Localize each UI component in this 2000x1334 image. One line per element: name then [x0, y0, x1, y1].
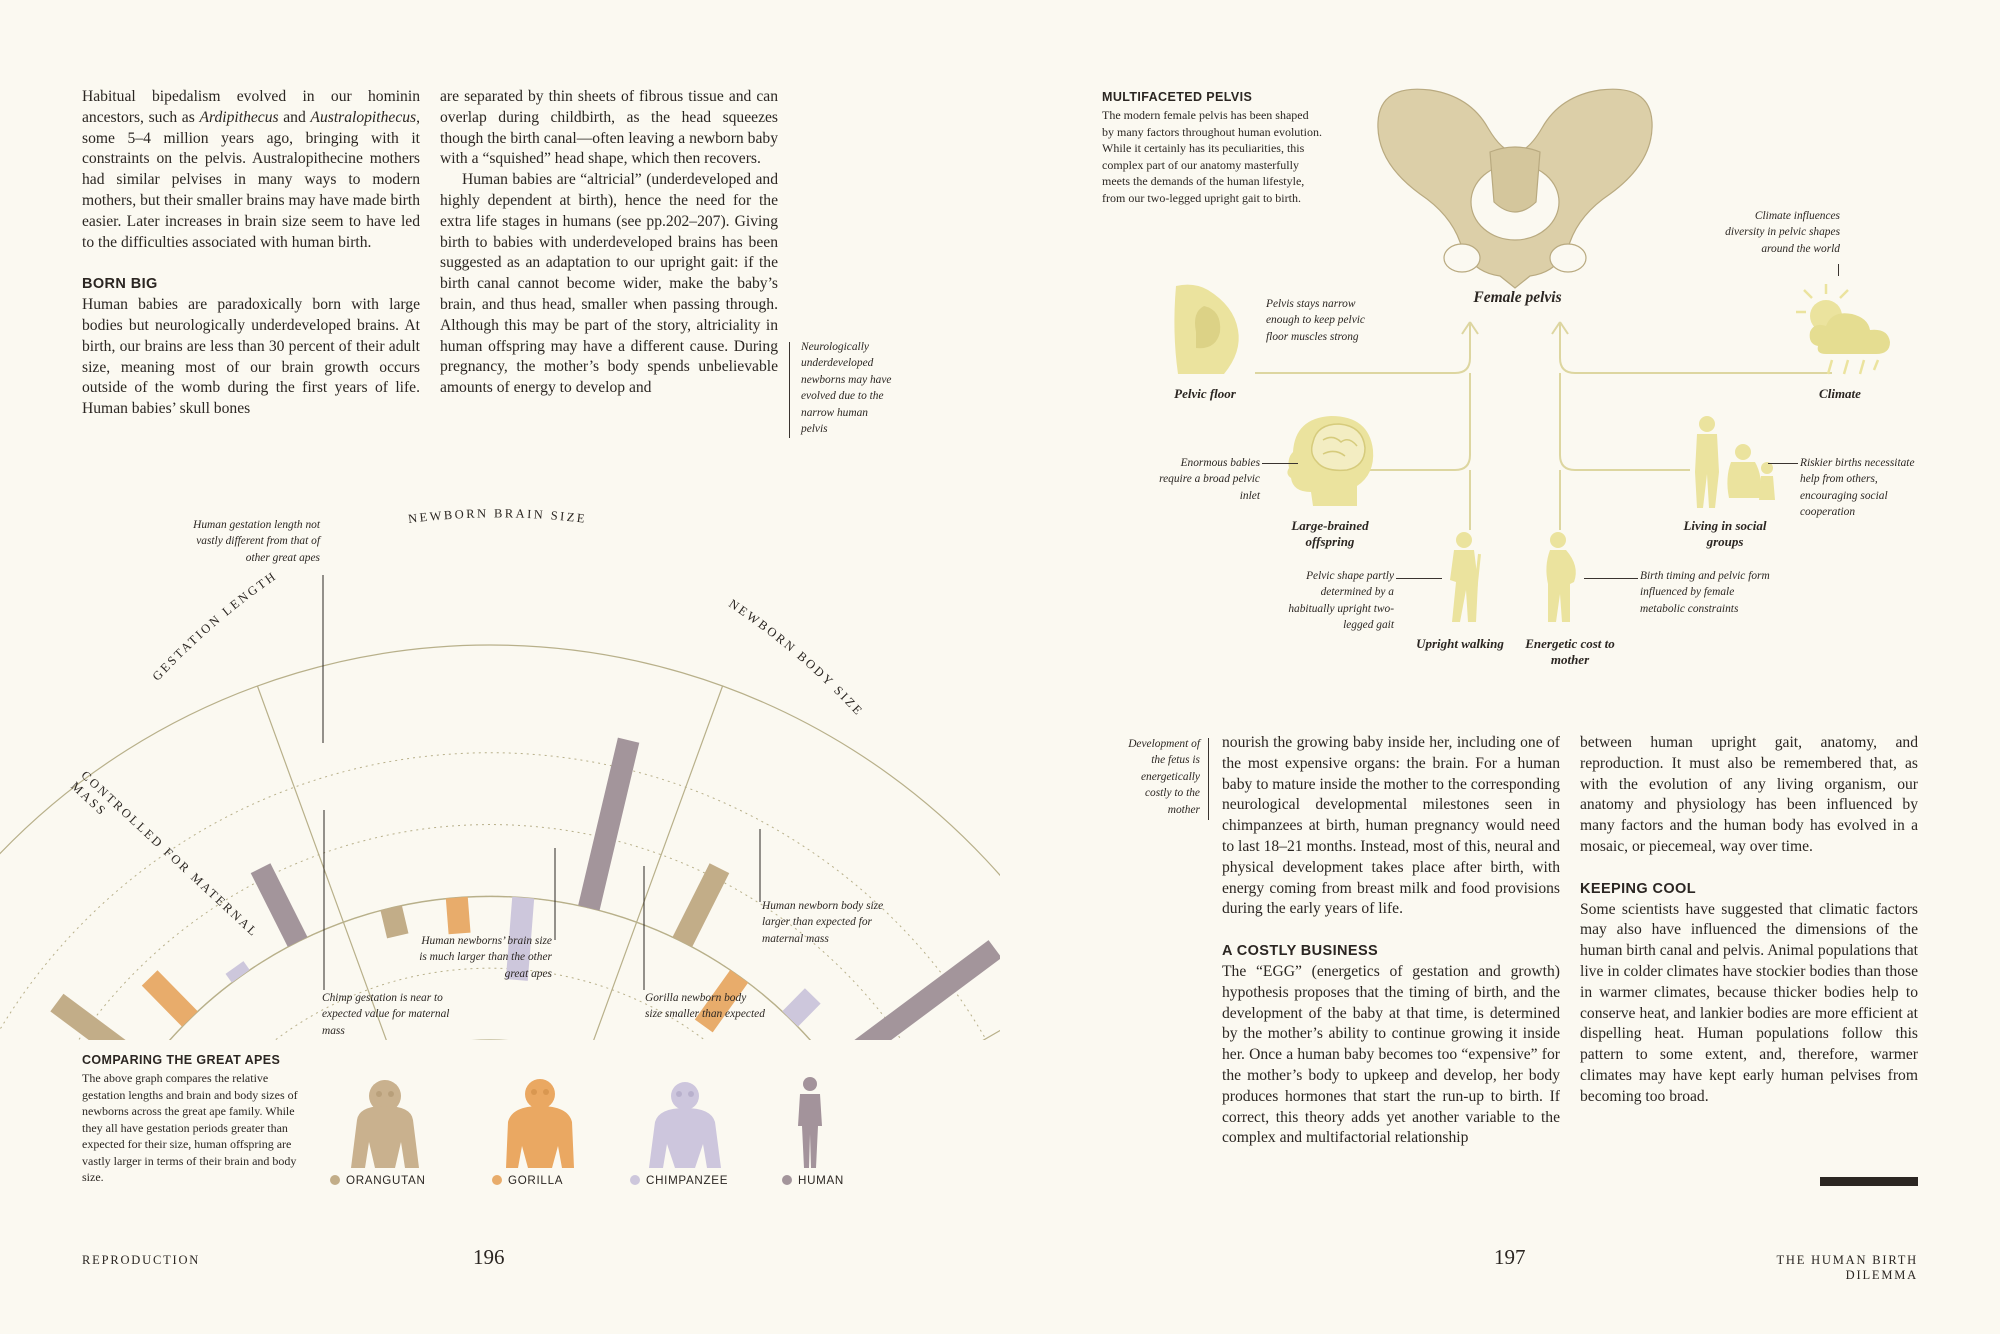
- note-offspring: Enormous babies require a broad pelvic inlet: [1159, 457, 1260, 502]
- bar-orangutan-1: [391, 908, 398, 936]
- legend-dot-gorilla: [492, 1175, 502, 1185]
- arc-label-brain: NEWBORN BRAIN SIZE: [407, 506, 588, 526]
- pelvic-floor-icon: [1168, 282, 1244, 378]
- heading-born-big: BORN BIG: [82, 276, 158, 293]
- bar-gorilla-1: [457, 898, 460, 934]
- note-walking: Pelvic shape partly determined by a habitually upright two-legged gait: [1288, 570, 1394, 632]
- note-body: Human newborn body size larger than expected for maternal mass: [762, 900, 884, 945]
- arc-label-gestation: GESTATION LENGTH: [149, 568, 280, 684]
- bar-chimpanzee-0: [234, 968, 240, 977]
- page-number-right: 197: [1494, 1245, 1526, 1269]
- side-note-fetus-rule: [1208, 738, 1209, 820]
- chimpanzee-icon: [645, 1072, 745, 1172]
- paragraph-bipedalism: Habitual bipedalism evolved in our hominin ancestors, such as Ardipithecus and Australopithecus, some 5–4 million years ago, bringing with it constraints on the pelvis. Australopithecine mothers had similar pelvises in many ways to modern mothers, but their smaller brains may have made birth easier. Later increases in brain size seem to have led to the difficulties associated with human birth.: [82, 88, 421, 251]
- legend-label-gorilla: GORILLA: [508, 1174, 564, 1187]
- multifaceted-heading: MULTIFACETED PELVIS: [1102, 90, 1253, 104]
- upright-walker-icon: [1436, 530, 1496, 626]
- legend-dot-human: [782, 1175, 792, 1185]
- paragraph-climate: Some scientists have suggested that climatic factors may also have influenced the dimensions of the human birth canal and pelvis. Animal populations that live in colder climates have stockier bodies than those in warmer climates, because thicker bodies help to conserve heat, and lankier bodies are more efficient at dispelling heat. Human populations follow this pattern to some extent, and, therefore, warmer climates may have kept early human pelvises from becoming too broad.: [1580, 900, 1918, 1105]
- chart-sector-divider-0: [0, 985, 243, 1040]
- bar-orangutan-2: [682, 868, 719, 942]
- label-energetic: Energetic cost to mother: [1525, 636, 1615, 667]
- paragraph-mosaic: between human upright gait, anatomy, and reproduction. It must also be remembered that, as with the evolution of any living organism, our anatomy and physiology has been influenced by many factors and the human body has evolved in a mosaic, or piecemeal, way over time.: [1580, 734, 1918, 855]
- arc-label-body: NEWBORN BODY SIZE: [726, 596, 867, 720]
- bar-gorilla-0: [150, 978, 190, 1019]
- bar-human-0: [261, 868, 298, 942]
- legend-dot-orangutan: [330, 1175, 340, 1185]
- baby-head-icon: [1283, 412, 1379, 510]
- pregnant-mother-icon: [1536, 530, 1586, 626]
- label-walking: Upright walking: [1416, 636, 1504, 651]
- legend-human: [782, 1174, 844, 1187]
- note-pelvic-floor: Pelvis stays narrow enough to keep pelvic floor muscles strong: [1266, 298, 1365, 343]
- paragraph-skull: are separated by thin sheets of fibrous tissue and can overlap during childbirth, as the head squeezes though the birth canal—often leaving a newborn baby with a “squished” head shape, which then recovers.: [440, 88, 778, 168]
- legend: [330, 1174, 890, 1190]
- climate-icon: [1792, 282, 1898, 378]
- legend-chimpanzee: [630, 1174, 728, 1187]
- page-number-left: 196: [473, 1245, 505, 1269]
- walking-note-rule: [1396, 578, 1442, 579]
- pelvis-icon: [1370, 82, 1660, 292]
- human-icon: [790, 1074, 830, 1170]
- label-pelvic-floor: Pelvic floor: [1174, 386, 1236, 401]
- left-column-1: [82, 87, 420, 420]
- right-column-2: [1580, 733, 1918, 1108]
- baseline-label: CONTROLLED FOR MATERNAL MASS: [68, 768, 262, 940]
- side-note-neuro: Neurologically underdeveloped newborns may have evolved due to the narrow human pelvis: [801, 341, 892, 436]
- gorilla-icon: [500, 1072, 600, 1172]
- right-column-1: [1222, 733, 1560, 1149]
- multifaceted-text: The modern female pelvis has been shaped by many factors throughout human evolution. While it certainly has its peculiarities, this complex part of our anatomy masterfully meets the demands of the human lifestyle, from our two-legged upright gait to birth.: [1102, 108, 1322, 205]
- paragraph-nourish: nourish the growing baby inside her, including one of the most expensive organs: the brain. For a human baby to mature inside the mother to the corresponding neurological developmental milestones seen in chimpanzees at birth, human pregnancy would need to last 18–21 months. Instead, most of this, neural and physical development takes place after birth, with energy coming from breast milk and food provisions during the early years of life.: [1222, 734, 1560, 918]
- bar-human-2: [834, 949, 995, 1040]
- energetic-note-rule: [1584, 578, 1638, 579]
- note-chimp: Chimp gestation is near to expected value for maternal mass: [322, 992, 450, 1037]
- legend-label-human: HUMAN: [798, 1174, 845, 1187]
- caption-heading: COMPARING THE GREAT APES: [82, 1053, 281, 1067]
- legend-dot-chimpanzee: [630, 1175, 640, 1185]
- note-energetic: Birth timing and pelvic form influenced by female metabolic constraints: [1640, 570, 1770, 615]
- heading-costly-business: A COSTLY BUSINESS: [1222, 943, 1379, 960]
- paragraph-egg: The “EGG” (energetics of gestation and growth) hypothesis proposes that the timing of birth, and the development of the baby at that time, is determined by the mother’s ability to continue growing it inside her. Once a human baby becomes too “expensive” for the mother’s body to upkeep and develop, her body produces hormones that start the run-up to birth. If correct, this theory adds yet another variable to the complex and multifactorial relationship: [1222, 962, 1560, 1147]
- folio-right: THE HUMAN BIRTH DILEMMA: [1776, 1253, 1918, 1282]
- offspring-note-rule: [1262, 463, 1298, 464]
- heading-keeping-cool: KEEPING COOL: [1580, 880, 1696, 897]
- note-gorilla: Gorilla newborn body size smaller than expected: [645, 992, 765, 1021]
- chart-sector-divider-1: [257, 686, 392, 1040]
- legend-label-orangutan: ORANGUTAN: [346, 1174, 426, 1187]
- side-note-fetus: Development of the fetus is energetically costly to the mother: [1128, 738, 1200, 816]
- bar-chimpanzee-2: [790, 996, 813, 1019]
- note-social: Riskier births necessitate help from others, encouraging social cooperation: [1800, 457, 1915, 519]
- side-note-rule: [789, 342, 790, 438]
- paragraph-altricial: Human babies are “altricial” (underdeveloped and highly dependent at birth), hence the need for the extra life stages in humans (see pp.202–207). Giving birth to babies with underdeveloped brains has been suggested as an adaptation to our upright gait: if the birth canal cannot become wider, make the baby’s brain, and thus head, smaller when passing through. Although this may be part of the story, altriciality in human offspring may have a different cause. During pregnancy, the mother’s body spends unbelievable amounts of energy to develop and: [440, 171, 778, 397]
- climate-note-rule: [1838, 264, 1839, 276]
- legend-orangutan: [330, 1174, 426, 1187]
- note-gestation: Human gestation length not vastly different from that of other great apes: [193, 519, 320, 564]
- legend-gorilla: [492, 1174, 563, 1187]
- label-female-pelvis: Female pelvis: [1473, 289, 1562, 306]
- note-climate: Climate influences diversity in pelvic shapes around the world: [1725, 210, 1840, 255]
- label-offspring: Large-brained offspring: [1291, 518, 1369, 549]
- note-brain: Human newborns’ brain size is much larger than the other great apes: [419, 935, 552, 980]
- social-note-rule: [1768, 463, 1798, 464]
- orangutan-icon: [345, 1072, 445, 1172]
- left-column-2: [440, 87, 778, 399]
- end-of-section-bar: [1820, 1177, 1918, 1186]
- legend-label-chimpanzee: CHIMPANZEE: [646, 1174, 729, 1187]
- bar-human-1: [589, 740, 629, 908]
- social-group-icon: [1685, 412, 1777, 512]
- label-social: Living in social groups: [1683, 518, 1767, 549]
- bar-orangutan-0: [57, 1003, 146, 1040]
- folio-left: REPRODUCTION: [82, 1253, 201, 1267]
- caption-text: The above graph compares the relative gestation lengths and brain and body sizes of newborns across the great ape family. While they all have gestation periods greater than expected for their size, human offspring are vastly larger in terms of their brain and body size.: [82, 1071, 298, 1184]
- paragraph-born-big: Human babies are paradoxically born with large bodies but neurologically underdeveloped brains. At birth, our brains are less than 30 percent of their adult size, meaning most of our brain growth occurs outside of the womb during the first years of life. Human babies’ skull bones: [82, 296, 420, 418]
- label-climate: Climate: [1819, 386, 1861, 401]
